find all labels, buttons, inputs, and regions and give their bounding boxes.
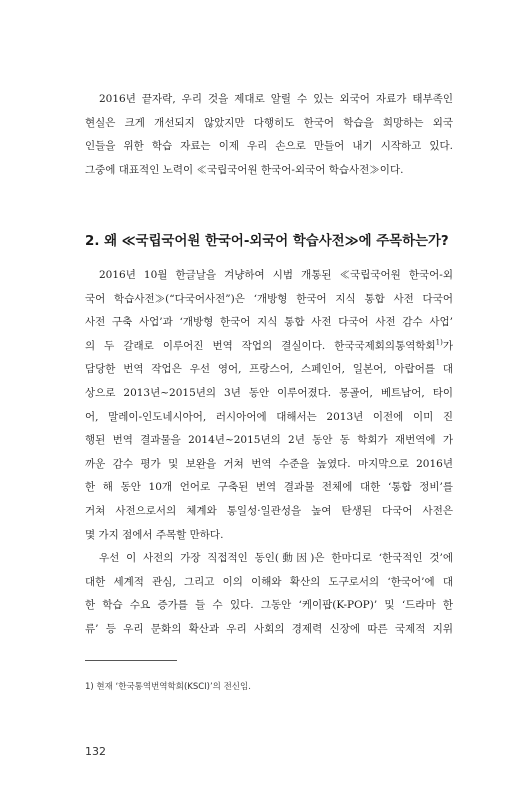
body-paragraph-1: [85, 264, 453, 547]
footnote: 1) 현재 ‘한국통역번역학회(KSCI)’의 전신임.: [85, 682, 251, 692]
text-line: 현실은 크게 개선되지 않았지만 다행히도 한국어 학습을 희망하는 외국: [85, 116, 453, 129]
text-line: 몇 가지 점에서 주목할 만하다.: [85, 528, 224, 541]
text-line: 담당한 번역 작업은 우선 영어, 프랑스어, 스페인어, 일본어, 아랍어를 대: [85, 363, 453, 376]
text-line: 국어 학습사전≫(“다국어사전”)은 ‘개방형 한국어 지식 통합 사전 다국어: [85, 292, 453, 305]
text-line: 2016년 10월 한글날을 겨냥하여 시범 개통된 ≪국립국어원 한국어-외: [99, 269, 453, 281]
text-line: 거쳐 사전으로서의 체계와 통일성·일관성을 높여 탄생된 다국어 사전은: [85, 504, 453, 517]
intro-paragraph: [85, 88, 453, 182]
text-line: 류’ 등 우리 문화의 확산과 우리 사회의 경제력 신장에 따른 국제적 지위: [85, 622, 453, 635]
text-line: 까운 감수 평가 및 보완을 거쳐 번역 수준을 높였다. 마지막으로 2016년: [85, 457, 453, 470]
body-paragraph-2: [85, 547, 453, 641]
page-number: 132: [85, 745, 106, 758]
text-line: 2016년 끝자락, 우리 것을 제대로 알릴 수 있는 외국어 자료가 태부족인: [99, 93, 453, 105]
text-segment: 의 두 갈래로 이루어진 번역 작업의 결실이다. 한국국제회의통역학회: [85, 339, 436, 352]
text-line: 그중에 대표적인 노력이 ≪국립국어원 한국어-외국어 학습사전≫이다.: [85, 163, 404, 176]
text-line: 한 학습 수요 증가를 들 수 있다. 그동안 ‘케이팝(K-POP)’ 및 ‘드라마 한: [85, 599, 453, 612]
text-line: 인들을 위한 학습 자료는 이제 우리 손으로 만들어 내기 시작하고 있다.: [85, 140, 453, 153]
footnote-divider: [85, 660, 177, 661]
footnote-ref[interactable]: 1): [435, 338, 443, 347]
text-segment: 가: [442, 339, 453, 352]
text-line: 대한 세계적 관심, 그리고 이의 이해와 확산의 도구로서의 ‘한국어’에 대: [85, 575, 453, 588]
text-line: 우선 이 사전의 가장 직접적인 동인(動因)은 한마디로 ‘한국적인 것’에: [99, 552, 453, 564]
text-line: 상으로 2013년~2015년의 3년 동안 이루어졌다. 몽골어, 베트남어, 타이: [85, 386, 453, 399]
text-line: 어, 말레이-인도네시아어, 러시아어에 대해서는 2013년 이전에 이미 진: [85, 410, 453, 423]
section-heading: 2. 왜 ≪국립국어원 한국어-외국어 학습사전≫에 주목하는가?: [85, 234, 449, 249]
text-line: 한 해 동안 10개 언어로 구축된 번역 결과물 전체에 대한 ‘통합 정비’를: [85, 481, 453, 494]
text-line: 사전 구축 사업’과 ‘개방형 한국어 지식 통합 사전 다국어 사전 감수 사업’: [85, 316, 453, 329]
text-line-with-footnote: [85, 335, 453, 359]
text-line: 행된 번역 결과물을 2014년~2015년의 2년 동안 동 학회가 재번역에 가: [85, 434, 453, 447]
